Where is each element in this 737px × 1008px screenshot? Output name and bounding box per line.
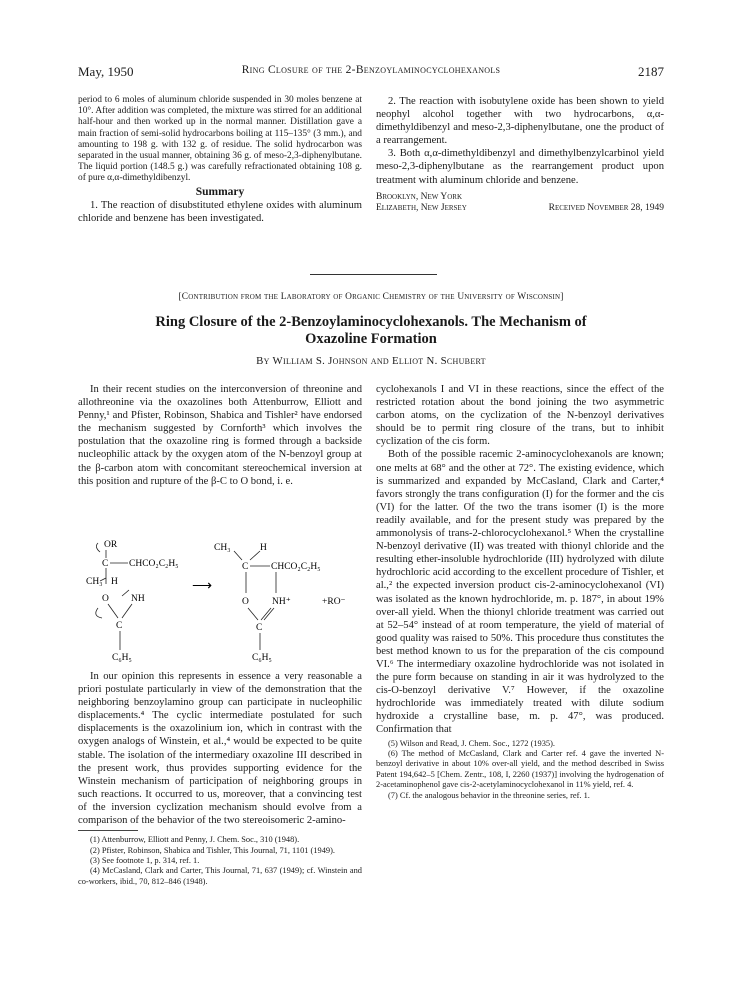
footnote-3: (3) See footnote 1, p. 314, ref. 1. (90, 855, 200, 865)
footnote-2: (2) Pfister, Robinson, Shabica and Tishler, This Journal, 71, 1101 (1949). (90, 845, 335, 855)
bond (122, 590, 129, 596)
bond (234, 551, 242, 560)
prev-article-right-column (376, 95, 664, 215)
scheme-nh-plus-right: NH⁺ (272, 597, 291, 607)
contribution-line: [Contribution from the Laboratory of Organic Chemistry of the University of Wisconsin] (178, 292, 564, 302)
scheme-ch3-right: CH₃ (214, 543, 231, 553)
scheme-h-left: H (111, 577, 118, 587)
article-title-line-2: Oxazoline Formation (305, 331, 437, 347)
scheme-c-top-right: C (242, 562, 249, 572)
article-right-column (376, 383, 664, 801)
prev-experimental-paragraph: period to 6 moles of aluminum chloride suspended in 30 moles benzene at 10°. After addition was completed, the mixture was stirred for an additional half-hour and then worked up in the normal manner. Distillation gave a main fraction of semi-solid hydrocarbons boiling at 115–135° (3 mm.), and amounting to 198 g. with 132 g. of residue. The solid hydrocarbon was separated in the usual manner, obtaining 36 g. of meso-2,3-diphenylbutane. The liquid portion (148.5 g.) was carefully refractionated obtaining 108 g. of pure α,α-dimethyldibenzyl. (78, 95, 362, 184)
article-separator-rule (310, 274, 437, 275)
article-title-line-1: Ring Closure of the 2-Benzoylaminocyclohexanols. The Mechanism of (155, 314, 587, 330)
aminocyclohexanols-paragraph: Both of the possible racemic 2-aminocyclohexanols are known; one melts at 68° and the other at 72°. The existing evidence, which is summarized and expanded by McCasland, Clark and Carter,⁴ favors strongly the trans configuration (I) for the former and the cis (VI) for the latter. Of the two the trans isomer (I) is the more readily available, and for the present study was prepared by the ammonolysis of trans-2-chlorocyclohexanol.⁵ When the crystalline N-benzoyl derivative (II) was treated with thionyl chloride and the resulting ether-insoluble hydrochloride (III) hydrolyzed with dilute hydrochloric acid according to the excellent procedure of Tishler, et al.,² the expected inversion product cis-2-aminocyclohexanol (VI) was isolated as the known hydrochloride, m. p. 187°, in about 19% over-all yield. When the thionyl chloride treatment was carried out at 52–54° instead of at room temperature, the yield of material of good quality was raised to 50%. This procedure thus constitutes the best method known to us for the preparation of the cis compound VI.⁶ The intermediary oxazoline hydrochloride was not isolated in the pure form because on standing in air it was hydrolyzed to the cis-O-benzoyl derivative V.⁷ However, if the oxazoline hydrochloride was immediately treated with dilute sodium hydroxide a crystalline base, m. p. 47°, was produced. Confirmation that (376, 449, 664, 736)
received-date: Received November 28, 1949 (548, 203, 664, 214)
footnote-1: (1) Attenburrow, Elliott and Penny, J. Chem. Soc., 310 (1948). (90, 835, 300, 845)
scheme-ro-minus: +RO⁻ (322, 597, 346, 607)
summary-item-2: 2. The reaction with isobutylene oxide has been shown to yield neophyl alcohol together with two hydrocarbons, α,α-dimethyldibenzyl and meso-2,3-diphenylbutane, one the product of a rearrangement. (376, 96, 664, 147)
intro-paragraph: In their recent studies on the interconversion of threonine and allothreonine via the oxazolines both Attenburrow, Elliott and Penny,¹ and Pfister, Robinson, Shabica and Tishler² have endorsed the mechanism suggested by Cornforth³ which involves the postulation that the oxazoline ring is formed through a backside nucleophilic attack by the oxygen atom of the N-benzoyl group at the β-carbon atom with concomitant stereochemical inversion at this position and rupture of the β-C to O bond, i. e. (78, 384, 362, 487)
scheme-c-bottom-left: C (116, 621, 123, 631)
scheme-c6h5-left: C₆H₅ (112, 653, 132, 662)
address-1: Brooklyn, New York (376, 191, 463, 202)
address-2: Elizabeth, New Jersey (376, 203, 467, 214)
scheme-ch3-left: CH₃ (86, 577, 103, 587)
scheme-c6h5-right: C₆H₅ (252, 653, 272, 662)
opinion-paragraph: In our opinion this represents in essence a very reasonable a priori postulate particularly in view of the demonstration that the neighboring benzoylamino group can participate in nucleophilic displacements.⁴ The cyclic intermediate postulated for such displacements is the oxazolinium ion, which in contrast with the oxygen analogs of Winstein, et al.,⁴ would be expected to be quite stable. The isolation of the intermediary oxazoline III described in the present work, thus provides supporting evidence for the Winstein mechanism of participation of neighboring groups in such reactions. It occurred to us, moreover, that a convincing test of the inversion cyclization mechanism should evolve from a comparison of the behavior of the two stereoisomeric 2-amino- (78, 671, 362, 827)
footnote-5: (5) Wilson and Read, J. Chem. Soc., 1272 (1935). (388, 738, 555, 748)
continuation-paragraph: cyclohexanols I and VI in these reactions, since the effect of the restricted rotation about the bond joining the two asymmetric carbon atoms, on the cyclization of the N-benzoyl derivatives should be to permit ring closure of the trans, but to inhibit cyclization of the cis form. (376, 384, 664, 448)
summary-heading: Summary (195, 185, 245, 198)
reaction-scheme (84, 538, 369, 662)
address-received-row (376, 203, 664, 215)
scheme-h-right: H (260, 543, 267, 553)
bond (108, 604, 118, 618)
curved-arrow-icon (96, 608, 102, 618)
scheme-or: OR (104, 540, 118, 550)
summary-item-1: 1. The reaction of disubstituted ethylene oxides with aluminum chloride and benzene has been investigated. (78, 199, 362, 224)
scheme-o-left: O (102, 594, 109, 604)
prev-article-left-column (78, 95, 362, 225)
scheme-arrow: ⟶ (192, 579, 213, 594)
scheme-ester-right: CHCO₂C₂H₅ (271, 562, 321, 572)
header-running-title: Ring Closure of the 2-Benzoylaminocyclohexanols (241, 64, 501, 76)
reaction-scheme-drawing (84, 538, 369, 662)
footnote-7: (7) Cf. the analogous behavior in the threonine series, ref. 1. (388, 790, 590, 800)
footnote-4: (4) McCasland, Clark and Carter, This Journal, 71, 637 (1949); cf. Winstein and co-workers, ibid., 70, 812–846 (1948). (78, 866, 362, 886)
scheme-c-bottom-right: C (256, 623, 263, 633)
scheme-nh-left: NH (131, 594, 145, 604)
bond (250, 551, 260, 560)
scheme-c-top-left: C (102, 559, 109, 569)
article-byline: By William S. Johnson and Elliot N. Schubert (256, 355, 486, 367)
bond (248, 608, 258, 620)
running-head (78, 64, 664, 80)
curved-arrow-icon (96, 543, 100, 552)
article-title (78, 314, 664, 348)
footnote-6: (6) The method of McCasland, Clark and Carter ref. 4 gave the inverted N-benzoyl derivative in about 10% over-all yield, and the method described in Swiss Patent 194,642–5 [Chem. Zentr., 108, I, 2260 (1937)] involving the hydrogenation of 2-acetaminophenol gave cis-2-acetylaminocyclohexanol in 11% yield, ref. 4. (376, 748, 664, 790)
scheme-o-right: O (242, 597, 249, 607)
footnote-rule (78, 830, 138, 831)
scheme-ester-left: CHCO₂C₂H₅ (129, 559, 179, 569)
header-page-number: 2187 (638, 64, 664, 79)
article-left-column-continued (78, 670, 362, 887)
article-left-column (78, 383, 362, 488)
bond (122, 604, 132, 618)
summary-item-3: 3. Both α,α-dimethyldibenzyl and dimethylbenzylcarbinol yield meso-2,3-diphenylbutane as the rearrangement product upon treatment with aluminum chloride and benzene. (376, 148, 664, 186)
header-date: May, 1950 (78, 64, 134, 79)
